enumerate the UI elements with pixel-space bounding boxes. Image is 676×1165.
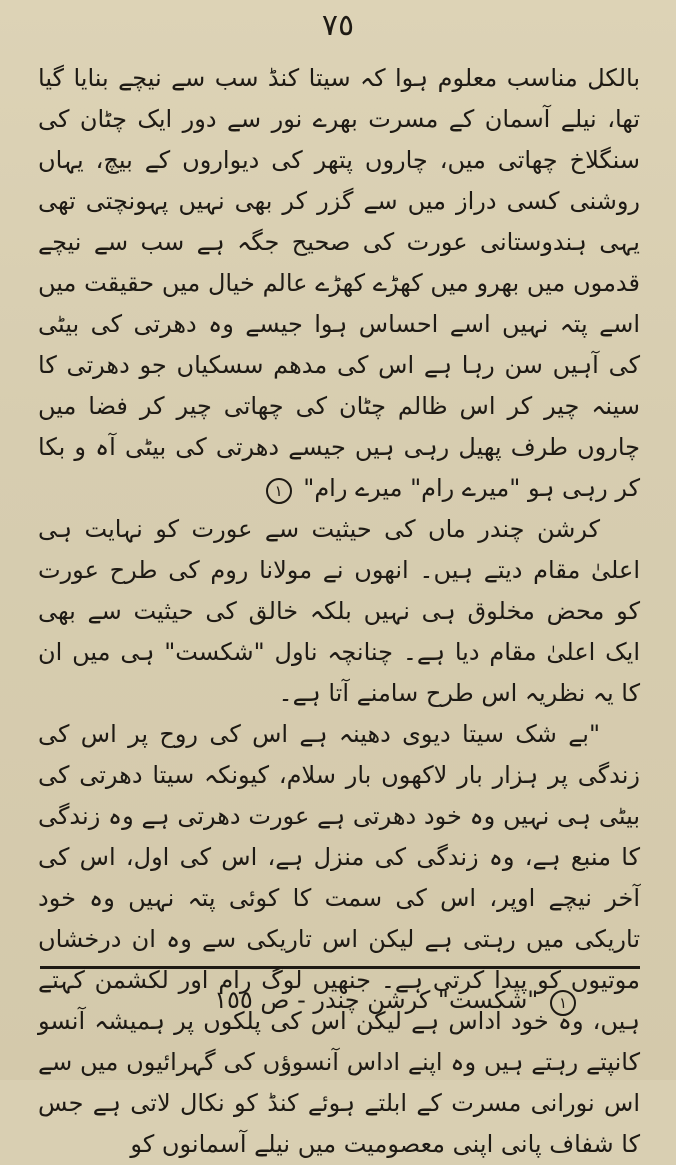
paragraph-1-text: بالکل مناسب معلوم ہوا کہ سیتا کنڈ سب سے نیچے بنایا گیا تھا، نیلے آسمان کے مسرت بھرے نور سے دور ایک چٹان کی سنگلاخ چھاتی میں، چاروں پتھر کی دیواروں کے بیچ، یہاں روشنی کسی دراز میں سے گزر کر بھی نہیں پہونچتی تھی یہی ہندوستانی عورت کی صحیح جگہ ہے سب سے نیچے قدموں میں بھرو میں کھڑے کھڑے عالم خیال میں حقیقت میں اسے پتہ نہیں اسے احساس ہوا جیسے وہ دھرتی کی بیٹی کی آہیں سن رہا ہے اس کی مدھم سسکیاں جو دھرتی کا سینہ چیر کر اس ظالم چٹان کی چھاتی چیر کر فضا میں چاروں طرف پھیل رہی ہیں جیسے دھرتی کی بیٹی آہ و بکا کر رہی ہو "میرے رام" میرے رام" <box>38 64 640 502</box>
paragraph-3-quote <box>38 714 640 1165</box>
footnote <box>40 982 640 1018</box>
footnote-divider <box>40 966 640 969</box>
footnote-mark: ١ <box>550 990 576 1016</box>
footnote-reference-mark: ١ <box>266 478 292 504</box>
paragraph-2 <box>38 509 640 714</box>
paragraph-2-text: کرشن چندر ماں کی حیثیت سے عورت کو نہایت ہی اعلیٰ مقام دیتے ہیں۔ انھوں نے مولانا روم کی طرح عورت کو محض مخلوق ہی نہیں بلکہ خالق کی حیثیت سے بھی ایک اعلیٰ مقام دیا ہے۔ چنانچہ ناول "شکست" ہی میں ان کا یہ نظریہ اس طرح سامنے آتا ہے۔ <box>38 515 641 707</box>
paragraph-1 <box>38 58 640 509</box>
page-number: ٧٥ <box>321 8 355 43</box>
footnote-text: "شکست" کرشن چندر - ص ١٥٥ <box>214 986 539 1014</box>
paragraph-3-text: "بے شک سیتا دیوی دھینہ ہے اس کی روح پر اس کی زندگی پر ہزار بار لاکھوں بار سلام، کیونکہ سیتا دھرتی کی بیٹی ہی نہیں وہ خود دھرتی ہے عورت دھرتی ہے وہ زندگی کا منبع ہے، وہ زندگی کی منزل ہے، اس کی اول، اس کی آخر نیچے اوپر، اس کی سمت کا کوئی پتہ نہیں وہ خود تاریکی میں رہتی ہے لیکن اس تاریکی سے وہ ان درخشاں موتیوں کو پیدا کرتی ہے۔ جنھیں لوگ رام اور لکشمن کہتے ہیں، وہ خود اداس ہے لیکن اس کی پلکوں پر ہمیشہ آنسو کانپتے رہتے ہیں وہ اپنے اداس آنسوؤں کی گہرائیوں میں سے اس نورانی مسرت کے ابلتے ہوئے کنڈ کو نکال لاتی ہے جس کا شفاف پانی اپنی معصومیت میں نیلے آسمانوں کو <box>38 720 640 1158</box>
